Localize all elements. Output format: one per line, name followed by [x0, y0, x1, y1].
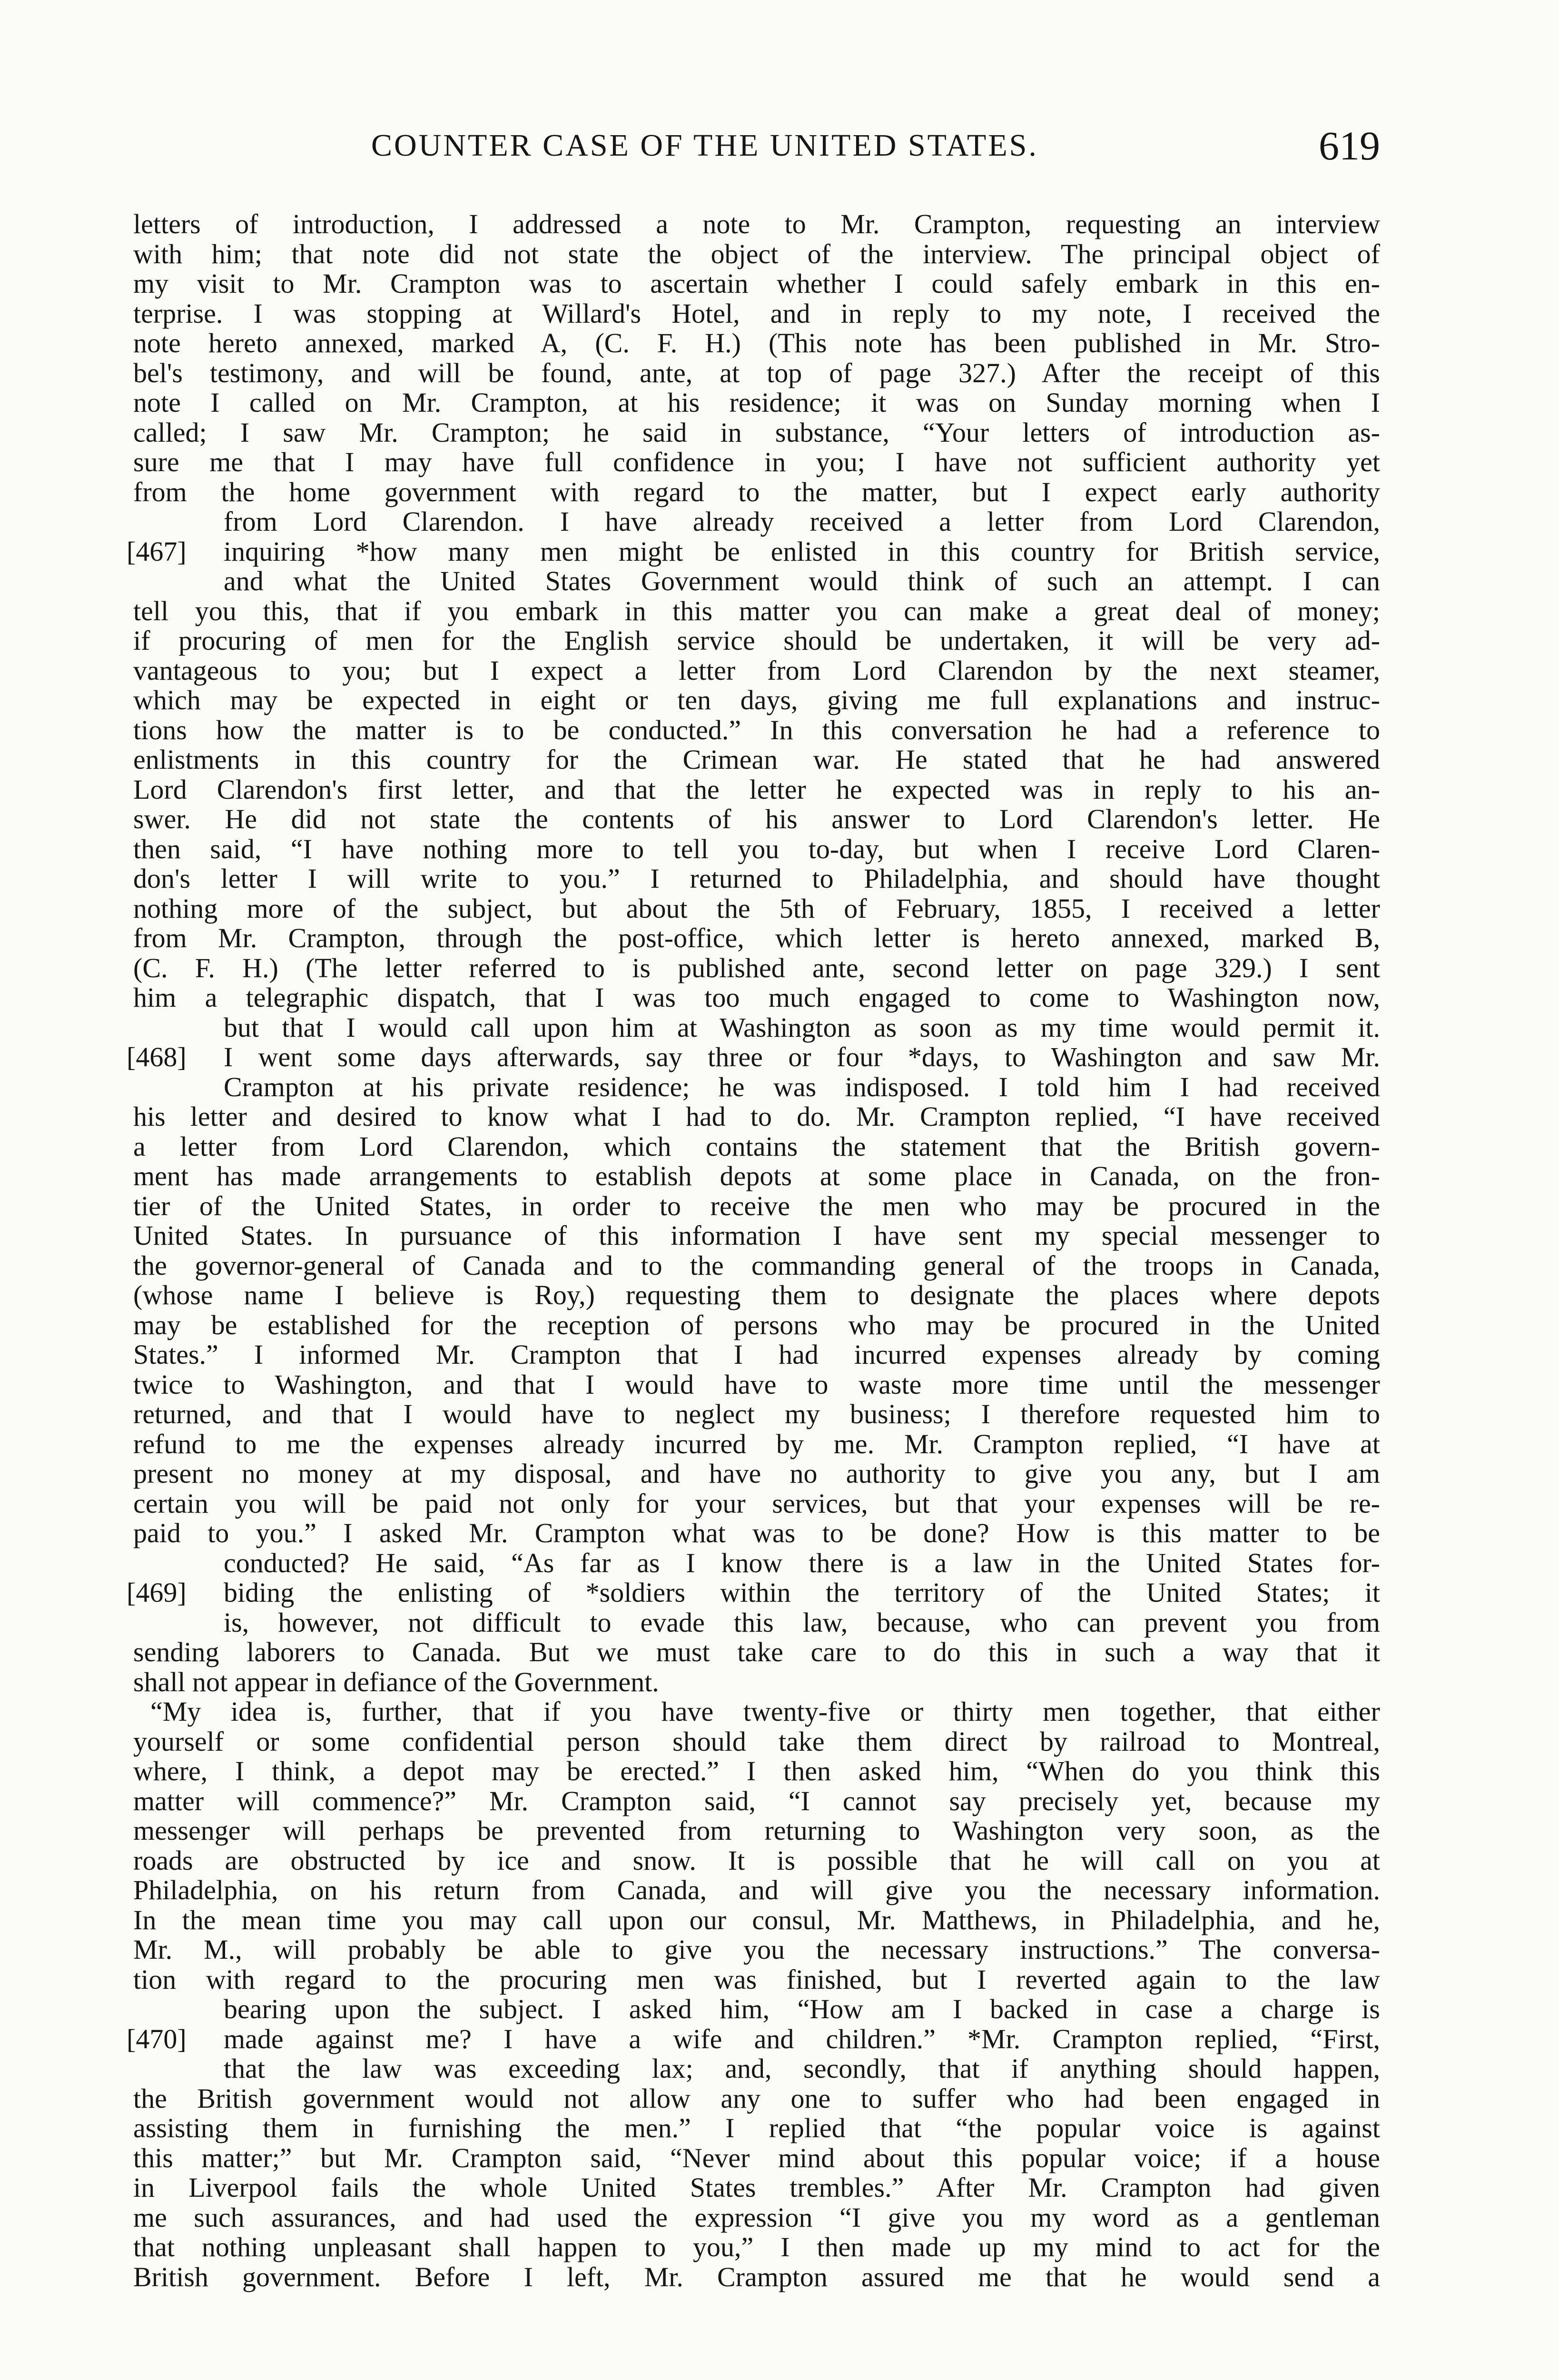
- line-text: British government. Before I left, Mr. Crampton assured me that he would send a: [133, 2261, 1380, 2292]
- text-line: [133, 1965, 1380, 1995]
- line-text: which may be expected in eight or ten days, giving me full explanations and instruc-: [133, 684, 1380, 715]
- text-line: [133, 656, 1380, 686]
- line-text: returned, and that I would have to neglect my business; I therefore requested him to: [133, 1398, 1380, 1429]
- text-line: [133, 328, 1380, 358]
- text-line: [133, 1340, 1380, 1370]
- text-line: [127, 1041, 1380, 1072]
- text-line: [127, 2023, 1380, 2054]
- text-line: [133, 1846, 1380, 1876]
- text-line: [133, 2054, 1380, 2084]
- line-text: yourself or some confidential person should take them direct by railroad to Montreal,: [133, 1726, 1380, 1757]
- marginal-page-reference: [469]: [127, 1577, 187, 1608]
- line-text: certain you will be paid not only for your services, but that your expenses will be re-: [133, 1488, 1380, 1519]
- line-text: terprise. I was stopping at Willard's Hotel, and in reply to my note, I received the: [133, 298, 1380, 329]
- line-text: that nothing unpleasant shall happen to you,” I then made up my mind to act for the: [133, 2231, 1380, 2262]
- text-line: [133, 1013, 1380, 1043]
- page-header: [133, 123, 1380, 180]
- text-line: [133, 477, 1380, 507]
- line-text: note I called on Mr. Crampton, at his residence; it was on Sunday morning when I: [133, 387, 1380, 418]
- text-line: [133, 269, 1380, 299]
- line-text: messenger will perhaps be prevented from returning to Washington very soon, as the: [133, 1815, 1380, 1846]
- line-text: Crampton at his private residence; he was indisposed. I told him I had received: [224, 1071, 1380, 1102]
- text-line: [133, 239, 1380, 269]
- text-line: [133, 1875, 1380, 1905]
- line-text: roads are obstructed by ice and snow. It is possible that he will call on you at: [133, 1844, 1380, 1876]
- line-text: inquiring *how many men might be enlisted in this country for British service,: [224, 536, 1380, 567]
- text-line: [133, 209, 1380, 239]
- line-text: States.” I informed Mr. Crampton that I had incurred expenses already by coming: [133, 1339, 1380, 1370]
- text-line: [133, 864, 1380, 894]
- line-text: the governor-general of Canada and to the commanding general of the troops in Canada,: [133, 1250, 1380, 1281]
- text-line: [133, 804, 1380, 834]
- line-text: “My idea is, further, that if you have twenty-five or thirty men together, that either: [150, 1696, 1380, 1727]
- text-line: [133, 1399, 1380, 1429]
- line-text: note hereto annexed, marked A, (C. F. H.) (This note has been published in Mr. Stro-: [133, 327, 1380, 358]
- text-line: [133, 1637, 1380, 1667]
- text-line: [133, 1251, 1380, 1281]
- text-line: [133, 1132, 1380, 1162]
- text-line: [133, 1935, 1380, 1965]
- text-line: [133, 923, 1380, 953]
- line-text: made against me? I have a wife and children.” *Mr. Crampton replied, “First,: [224, 2023, 1380, 2054]
- line-text: twice to Washington, and that I would have to waste more time until the messenger: [133, 1368, 1380, 1400]
- marginal-page-reference: [470]: [127, 2023, 187, 2054]
- text-line: [133, 2113, 1380, 2143]
- text-line: [127, 1577, 1380, 1608]
- line-text: a letter from Lord Clarendon, which contains the statement that the British govern-: [133, 1130, 1380, 1162]
- text-line: [133, 1608, 1380, 1638]
- text-line: [133, 1697, 1380, 1727]
- text-line: [133, 1429, 1380, 1459]
- line-text: from the home government with regard to the matter, but I expect early authority: [133, 476, 1380, 507]
- line-text: (C. F. H.) (The letter referred to is published ante, second letter on page 329.) I sent: [133, 952, 1380, 983]
- line-text: nothing more of the subject, but about the 5th of February, 1855, I received a letter: [133, 892, 1380, 924]
- text-line: [133, 2203, 1380, 2233]
- line-text: United States. In pursuance of this information I have sent my special messenger to: [133, 1220, 1380, 1251]
- line-text: his letter and desired to know what I had to do. Mr. Crampton replied, “I have received: [133, 1101, 1380, 1132]
- line-text: tier of the United States, in order to receive the men who may be procured in the: [133, 1190, 1380, 1221]
- line-text: my visit to Mr. Crampton was to ascertain whether I could safely embark in this en-: [133, 268, 1380, 299]
- text-line: [133, 626, 1380, 656]
- text-line: [133, 447, 1380, 477]
- text-line: [133, 715, 1380, 745]
- text-line: [133, 358, 1380, 388]
- line-text: ment has made arrangements to establish depots at some place in Canada, on the fron-: [133, 1160, 1380, 1191]
- text-line: [133, 1727, 1380, 1757]
- text-line: [133, 418, 1380, 448]
- text-line: [133, 1102, 1380, 1132]
- line-text: don's letter I will write to you.” I returned to Philadelphia, and should have thought: [133, 863, 1380, 894]
- text-line: [133, 1518, 1380, 1548]
- line-text: tell you this, that if you embark in this matter you can make a great deal of money;: [133, 595, 1380, 626]
- text-line: [133, 596, 1380, 626]
- text-line: [133, 507, 1380, 537]
- line-text: where, I think, a depot may be erected.” I then asked him, “When do you think this: [133, 1755, 1380, 1786]
- line-text: tions how the matter is to be conducted.” In this conversation he had a reference to: [133, 714, 1380, 745]
- line-text: from Lord Clarendon. I have already received a letter from Lord Clarendon,: [224, 506, 1380, 537]
- line-text: Lord Clarendon's first letter, and that the letter he expected was in reply to his an-: [133, 774, 1380, 805]
- text-line: [133, 1280, 1380, 1310]
- text-line: [133, 1161, 1380, 1191]
- line-text: bearing upon the subject. I asked him, “How am I backed in case a charge is: [224, 1993, 1380, 2024]
- text-line: [133, 2084, 1380, 2114]
- text-line: [133, 953, 1380, 983]
- text-line: [133, 1489, 1380, 1519]
- text-line: [133, 1191, 1380, 1221]
- text-line: [133, 1072, 1380, 1102]
- line-text: with him; that note did not state the object of the interview. The principal object of: [133, 238, 1380, 269]
- page-number: 619: [1319, 123, 1380, 169]
- text-line: [133, 1459, 1380, 1489]
- text-line: [133, 685, 1380, 715]
- running-title: COUNTER CASE OF THE UNITED STATES.: [371, 128, 1038, 163]
- marginal-page-reference: [468]: [127, 1041, 187, 1072]
- line-text: In the mean time you may call upon our consul, Mr. Matthews, in Philadelphia, and he,: [133, 1904, 1380, 1935]
- text-line: [133, 1905, 1380, 1935]
- line-text: the British government would not allow any one to suffer who had been engaged in: [133, 2082, 1380, 2114]
- text-line: [133, 2262, 1380, 2292]
- text-line: [133, 1786, 1380, 1816]
- text-line: [133, 1756, 1380, 1786]
- line-text: tion with regard to the procuring men was finished, but I reverted again to the law: [133, 1964, 1380, 1995]
- line-text: him a telegraphic dispatch, that I was too much engaged to come to Washington now,: [133, 982, 1380, 1013]
- line-text: present no money at my disposal, and have no authority to give you any, but I am: [133, 1458, 1380, 1489]
- line-text: enlistments in this country for the Crimean war. He stated that he had answered: [133, 744, 1380, 775]
- line-text: and what the United States Government would think of such an attempt. I can: [224, 565, 1380, 596]
- line-text: if procuring of men for the English service should be undertaken, it will be very ad-: [133, 625, 1380, 656]
- line-text: called; I saw Mr. Crampton; he said in substance, “Your letters of introduction as-: [133, 416, 1380, 448]
- text-line: [133, 1994, 1380, 2024]
- line-text: I went some days afterwards, say three or four *days, to Washington and saw Mr.: [224, 1041, 1380, 1072]
- text-line: [133, 775, 1380, 805]
- line-text: matter will commence?” Mr. Crampton said, “I cannot say precisely yet, because my: [133, 1785, 1380, 1816]
- line-text: from Mr. Crampton, through the post-office, which letter is hereto annexed, marked B,: [133, 922, 1380, 953]
- text-line: [133, 299, 1380, 329]
- line-text: vantageous to you; but I expect a letter from Lord Clarendon by the next steamer,: [133, 654, 1380, 686]
- line-text: sending laborers to Canada. But we must take care to do this in such a way that it: [133, 1636, 1380, 1667]
- text-line: [133, 2232, 1380, 2262]
- line-text: biding the enlisting of *soldiers within the territory of the United States; it: [224, 1577, 1380, 1608]
- line-text: but that I would call upon him at Washington as soon as my time would permit it.: [224, 1012, 1380, 1043]
- line-text: assisting them in furnishing the men.” I replied that “the popular voice is against: [133, 2112, 1380, 2143]
- line-text: that the law was exceeding lax; and, secondly, that if anything should happen,: [224, 2053, 1380, 2084]
- text-line: [133, 388, 1380, 418]
- text-line: [133, 1310, 1380, 1340]
- line-text: sure me that I may have full confidence in you; I have not sufficient authority yet: [133, 446, 1380, 477]
- line-text: letters of introduction, I addressed a note to Mr. Crampton, requesting an interview: [133, 208, 1380, 239]
- line-text: paid to you.” I asked Mr. Crampton what was to be done? How is this matter to be: [133, 1517, 1380, 1548]
- text-line: [127, 536, 1380, 567]
- line-text: then said, “I have nothing more to tell you to-day, but when I receive Lord Claren-: [133, 833, 1380, 864]
- text-line: [133, 1816, 1380, 1846]
- text-line: [133, 566, 1380, 596]
- text-line: [133, 894, 1380, 924]
- line-text: in Liverpool fails the whole United States trembles.” After Mr. Crampton had given: [133, 2172, 1380, 2203]
- text-line: [133, 745, 1380, 775]
- text-line: [133, 2173, 1380, 2203]
- line-text: refund to me the expenses already incurred by me. Mr. Crampton replied, “I have at: [133, 1428, 1380, 1459]
- line-text: is, however, not difficult to evade this law, because, who can prevent you from: [224, 1606, 1380, 1638]
- text-line: [133, 1548, 1380, 1578]
- text-line: [133, 1667, 1380, 1697]
- body-text: [127, 208, 1380, 2292]
- text-line: [133, 1370, 1380, 1400]
- line-text: shall not appear in defiance of the Government.: [133, 1666, 659, 1697]
- text-line: [133, 2143, 1380, 2173]
- line-text: Mr. M., will probably be able to give you the necessary instructions.” The conversa-: [133, 1934, 1380, 1965]
- line-text: this matter;” but Mr. Crampton said, “Never mind about this popular voice; if a house: [133, 2142, 1380, 2173]
- marginal-page-reference: [467]: [127, 536, 187, 567]
- line-text: swer. He did not state the contents of his answer to Lord Clarendon's letter. He: [133, 803, 1380, 834]
- line-text: conducted? He said, “As far as I know there is a law in the United States for-: [224, 1547, 1380, 1578]
- text-line: [133, 983, 1380, 1013]
- line-text: may be established for the reception of persons who may be procured in the United: [133, 1309, 1380, 1340]
- text-line: [133, 834, 1380, 864]
- line-text: bel's testimony, and will be found, ante, at top of page 327.) After the receipt of this: [133, 357, 1380, 388]
- line-text: me such assurances, and had used the expression “I give you my word as a gentleman: [133, 2202, 1380, 2233]
- line-text: Philadelphia, on his return from Canada, and will give you the necessary information.: [133, 1874, 1380, 1905]
- text-line: [133, 1221, 1380, 1251]
- line-text: (whose name I believe is Roy,) requesting them to designate the places where depots: [133, 1279, 1380, 1310]
